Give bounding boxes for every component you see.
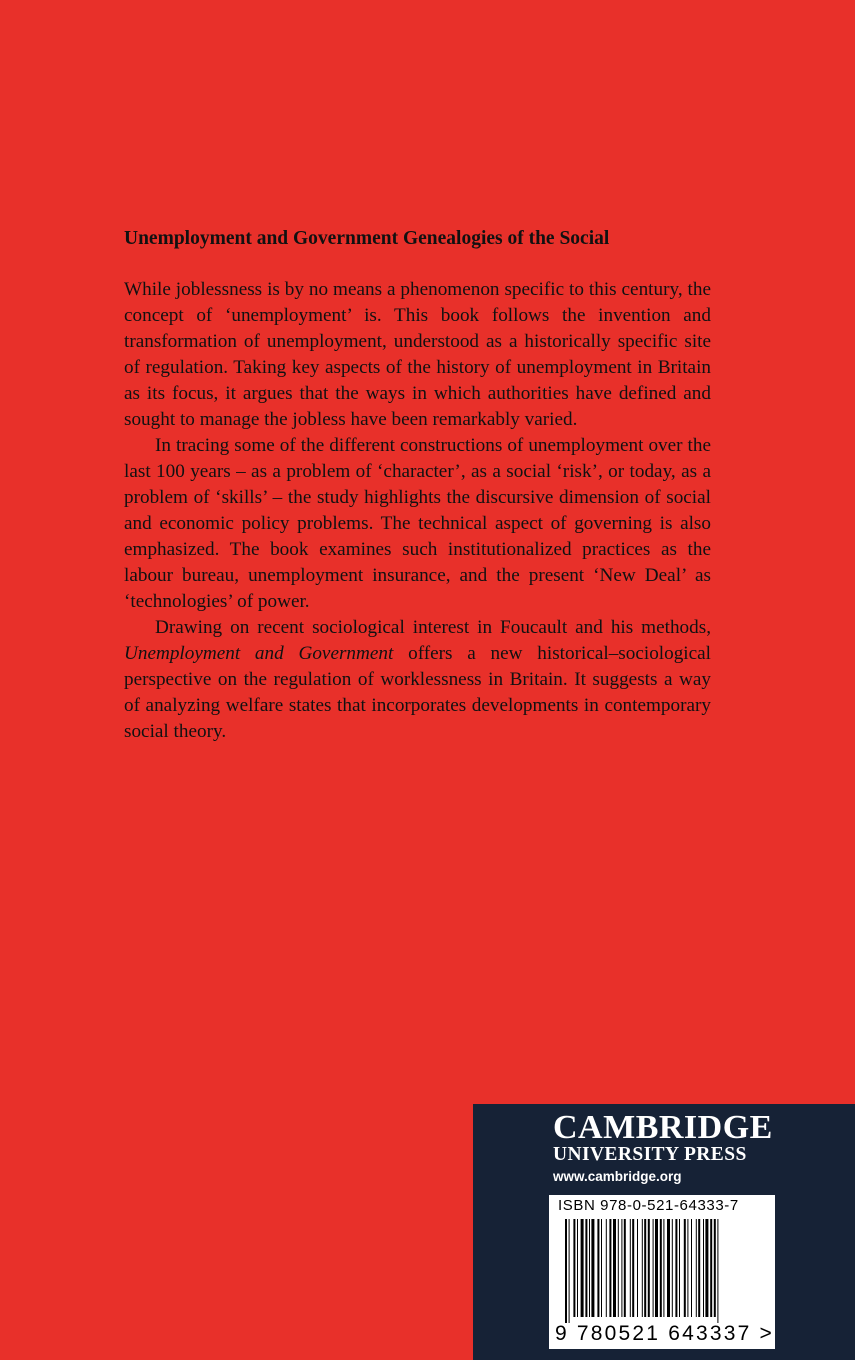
barcode-bar bbox=[585, 1219, 587, 1317]
barcode-bar bbox=[687, 1219, 688, 1317]
barcode-bar bbox=[696, 1219, 697, 1317]
barcode-bar bbox=[703, 1219, 704, 1317]
barcode-bar bbox=[653, 1219, 654, 1317]
barcode-bar bbox=[710, 1219, 712, 1317]
book-title-italic: Unemployment and Government bbox=[124, 643, 394, 664]
barcode-bar bbox=[565, 1219, 567, 1323]
barcode-bar bbox=[655, 1219, 658, 1317]
barcode-bar bbox=[717, 1219, 718, 1323]
barcode-bar bbox=[569, 1219, 570, 1323]
blurb-paragraph-3-start: Drawing on recent sociological interest in Foucault and his methods, bbox=[155, 617, 711, 638]
barcode-bar bbox=[609, 1219, 611, 1317]
publisher-name: CAMBRIDGE bbox=[553, 1109, 773, 1146]
barcode-bar bbox=[637, 1219, 638, 1317]
blurb-title: Unemployment and Government Genealogies of the Social bbox=[124, 228, 610, 249]
blurb-paragraph-1: While joblessness is by no means a phenomenon specific to this century, the concept of ‘unemployment’ is. This book follows the invention and transformation of unemployment, understood as a historically specific site of regulation. Taking key aspects of the history of unemployment in Britain as its focus, it argues that the ways in which authorities have defined and sought to manage the jobless have been remarkably varied. bbox=[124, 279, 711, 430]
barcode-bar bbox=[597, 1219, 599, 1317]
barcode-bar bbox=[581, 1219, 584, 1317]
barcode-bar bbox=[642, 1219, 643, 1317]
barcode-bar bbox=[698, 1219, 700, 1317]
barcode-bar bbox=[589, 1219, 590, 1317]
barcode-bar bbox=[705, 1219, 708, 1317]
blurb bbox=[124, 226, 711, 745]
barcode-bar bbox=[606, 1219, 607, 1317]
barcode-bar bbox=[663, 1219, 664, 1317]
publisher-website: www.cambridge.org bbox=[553, 1169, 682, 1184]
barcode-bars bbox=[553, 1219, 771, 1323]
barcode-bar bbox=[630, 1219, 631, 1317]
barcode-bar bbox=[672, 1219, 673, 1317]
barcode-bar bbox=[714, 1219, 716, 1317]
barcode-bar bbox=[632, 1219, 634, 1317]
publisher-panel bbox=[473, 1104, 855, 1360]
barcode-bar bbox=[624, 1219, 626, 1317]
barcode-bar bbox=[618, 1219, 619, 1317]
barcode-box bbox=[549, 1195, 775, 1349]
barcode-bar bbox=[684, 1219, 686, 1317]
barcode-bar bbox=[644, 1219, 646, 1317]
barcode-bar bbox=[591, 1219, 594, 1317]
barcode-digits: 9 780521 643337 > bbox=[555, 1322, 774, 1345]
publisher-press: UNIVERSITY PRESS bbox=[553, 1144, 747, 1165]
barcode-bar bbox=[667, 1219, 670, 1317]
barcode-bar bbox=[660, 1219, 662, 1317]
barcode-bar bbox=[577, 1219, 578, 1317]
barcode-bar bbox=[573, 1219, 575, 1317]
barcode-bar bbox=[675, 1219, 677, 1317]
isbn-label: ISBN 978-0-521-64333-7 bbox=[558, 1197, 739, 1214]
barcode-bar bbox=[601, 1219, 602, 1317]
blurb-paragraph-3-end: offers a new historical–sociological perspective on the regulation of worklessness in Britain. It suggests a way of analyzing welfare states that incorporates developments in contemporary social theory. bbox=[124, 643, 712, 742]
barcode-bar bbox=[691, 1219, 692, 1317]
blurb-paragraph-2: In tracing some of the different constructions of unemployment over the last 100 years – as a problem of ‘character’, as a social ‘risk’, or today, as a problem of ‘skills’ – the study highlights the discursive dimension of social and economic policy problems. The technical aspect of governing is also emphasized. The book examines such institutionalized practices as the labour bureau, unemployment insurance, and the present ‘New Deal’ as ‘technologies’ of power. bbox=[124, 435, 711, 612]
barcode-bar bbox=[613, 1219, 616, 1317]
barcode-bar bbox=[648, 1219, 650, 1317]
barcode-bar bbox=[621, 1219, 622, 1317]
barcode-bar bbox=[679, 1219, 680, 1317]
blurb-paragraph-3 bbox=[124, 615, 711, 745]
